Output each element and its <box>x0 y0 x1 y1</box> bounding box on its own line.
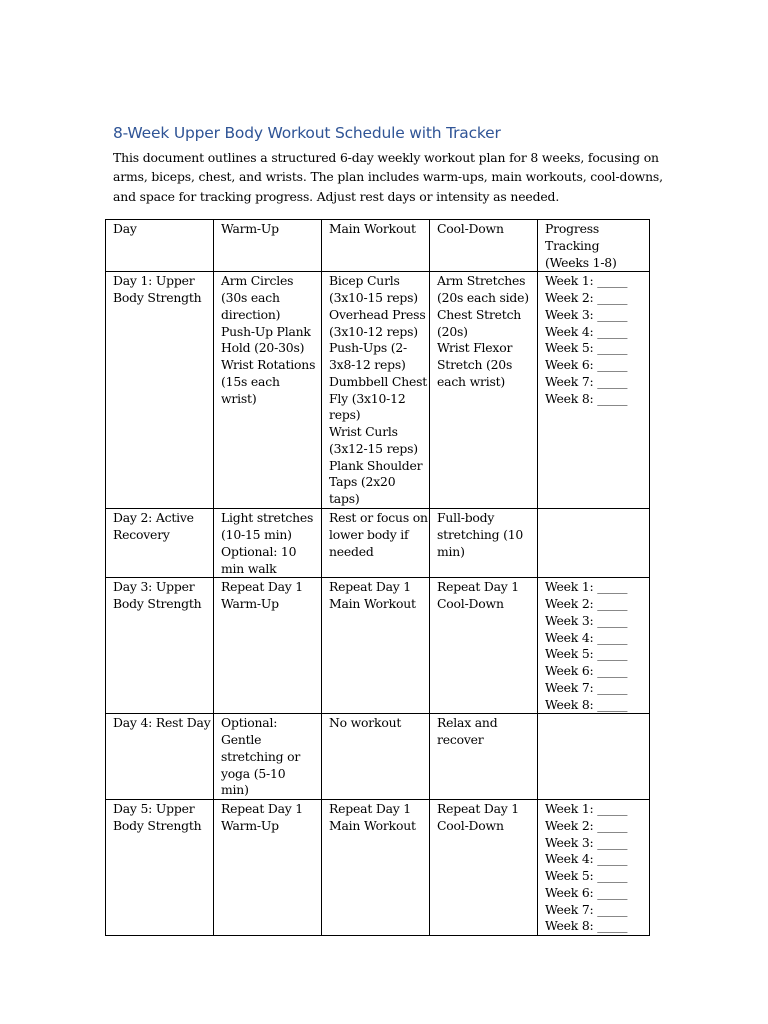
intro-line: and space for tracking progress. Adjust rest days or intensity as needed. <box>113 188 560 204</box>
header-cell-day <box>106 220 214 272</box>
header-cell-progress <box>538 220 650 272</box>
cell-day <box>106 272 214 509</box>
cell-text-line: Repeat Day 1 <box>329 801 411 816</box>
cell-text-line: Main Workout <box>329 596 416 611</box>
cell-text-line: Day 2: Active <box>113 510 194 526</box>
table-row <box>106 578 650 714</box>
header-cell-main <box>322 220 430 272</box>
cell-text-line: Week 4: _____ <box>545 629 628 645</box>
cell-progress <box>538 272 650 509</box>
cell-cooldown <box>430 272 538 509</box>
cell-text-line: Overhead Press <box>329 306 426 322</box>
cell-text-line: Warm-Up <box>221 221 279 236</box>
cell-text-line: Optional: 10 <box>221 543 297 559</box>
cell-text-line: Repeat Day 1 <box>329 579 411 595</box>
cell-text-line: Week 2: _____ <box>545 290 628 305</box>
cell-text-line: lower body if <box>329 527 409 542</box>
cell-text-line: Wrist Flexor <box>437 340 513 356</box>
cell-text-line: Hold (20-30s) <box>221 340 305 356</box>
cell-text-line: Body Strength <box>113 596 202 611</box>
cell-text-line: Week 5: _____ <box>545 340 628 356</box>
cell-text-line: reps) <box>329 407 361 423</box>
cell-text-line: yoga (5-10 <box>221 765 286 781</box>
cell-text-line: Cool-Down <box>437 221 504 236</box>
cell-warmup <box>214 272 322 509</box>
cell-text-line: Body Strength <box>113 290 202 305</box>
cell-cooldown <box>430 800 538 936</box>
cell-text-line: Week 6: _____ <box>545 357 628 372</box>
cell-text-line: Week 7: _____ <box>545 679 628 695</box>
cell-text-line: stretching or <box>221 748 301 764</box>
cell-main <box>322 509 430 578</box>
cell-warmup <box>214 578 322 714</box>
cell-main <box>322 272 430 509</box>
header-cell-warmup <box>214 220 322 272</box>
cell-text-line: min) <box>437 543 465 559</box>
cell-text-line: Stretch (20s <box>437 357 513 372</box>
cell-text-line: recover <box>437 732 484 747</box>
cell-text-line: Week 1: _____ <box>545 801 628 816</box>
cell-cooldown <box>430 714 538 800</box>
intro-line: This document outlines a structured 6-day weekly workout plan for 8 weeks, focusing on <box>113 150 659 165</box>
cell-text-line: Week 4: _____ <box>545 851 628 867</box>
cell-text-line: Repeat Day 1 <box>437 579 519 595</box>
cell-text-line: Week 8: _____ <box>545 918 628 934</box>
cell-warmup <box>214 714 322 800</box>
cell-main <box>322 714 430 800</box>
cell-cooldown <box>430 509 538 578</box>
cell-text-line: direction) <box>221 306 281 322</box>
cell-text-line: (10-15 min) <box>221 527 292 542</box>
table-row <box>106 272 650 509</box>
cell-text-line: Light stretches <box>221 510 314 526</box>
cell-text-line: Rest or focus on <box>329 510 428 526</box>
cell-text-line: Week 7: _____ <box>545 901 628 917</box>
cell-text-line: Taps (2x20 <box>329 474 396 490</box>
cell-text-line: Week 2: _____ <box>545 596 628 611</box>
cell-text-line: Warm-Up <box>221 817 279 833</box>
cell-main <box>322 800 430 936</box>
cell-text-line: Fly (3x10-12 <box>329 390 406 406</box>
cell-text-line: min walk <box>221 560 277 576</box>
cell-text-line: wrist) <box>221 390 257 406</box>
cell-text-line: Week 6: _____ <box>545 663 628 678</box>
cell-text-line: Main Workout <box>329 221 416 236</box>
cell-day <box>106 509 214 578</box>
cell-text-line: (3x10-15 reps) <box>329 290 418 305</box>
cell-text-line: Arm Stretches <box>437 273 526 289</box>
cell-text-line: Progress <box>545 221 600 236</box>
table-row <box>106 509 650 578</box>
cell-text-line: Full-body <box>437 510 495 526</box>
cell-text-line: (20s each side) <box>437 290 529 305</box>
table-row <box>106 714 650 800</box>
cell-text-line: Push-Up Plank <box>221 323 311 339</box>
cell-text-line: taps) <box>329 491 360 506</box>
cell-warmup <box>214 800 322 936</box>
cell-text-line: Repeat Day 1 <box>221 801 303 816</box>
table-row <box>106 800 650 936</box>
cell-text-line: Bicep Curls <box>329 273 400 289</box>
cell-text-line: (3x10-12 reps) <box>329 323 418 339</box>
cell-text-line: Day <box>113 221 137 236</box>
intro-line: arms, biceps, chest, and wrists. The plan includes warm-ups, main workouts, cool-downs, <box>113 169 663 185</box>
cell-text-line: Plank Shoulder <box>329 457 423 473</box>
cell-text-line: Day 5: Upper <box>113 801 195 816</box>
cell-text-line: Chest Stretch <box>437 306 522 322</box>
cell-main <box>322 578 430 714</box>
cell-day <box>106 578 214 714</box>
cell-text-line: Day 1: Upper <box>113 273 195 289</box>
cell-text-line: Week 5: _____ <box>545 868 628 883</box>
cell-day <box>106 714 214 800</box>
cell-text-line: Relax and <box>437 715 498 731</box>
cell-text-line: Main Workout <box>329 817 416 833</box>
cell-text-line: Week 7: _____ <box>545 373 628 389</box>
cell-text-line: Repeat Day 1 <box>437 801 519 816</box>
workout-schedule-table <box>105 219 650 936</box>
cell-progress <box>538 800 650 936</box>
cell-text-line: 3x8-12 reps) <box>329 357 406 372</box>
cell-text-line: Repeat Day 1 <box>221 579 303 595</box>
cell-warmup <box>214 509 322 578</box>
table-header-row <box>106 220 650 272</box>
cell-text-line: (20s) <box>437 323 468 339</box>
document-title: 8-Week Upper Body Workout Schedule with Tracker <box>113 124 501 142</box>
cell-text-line: min) <box>221 782 249 798</box>
cell-text-line: Push-Ups (2- <box>329 340 408 356</box>
intro-paragraph <box>113 148 663 206</box>
cell-cooldown <box>430 578 538 714</box>
cell-text-line: Arm Circles <box>221 273 294 289</box>
cell-text-line: Optional: <box>221 715 278 731</box>
cell-text-line: Week 1: _____ <box>545 273 628 289</box>
cell-text-line: (3x12-15 reps) <box>329 440 418 456</box>
cell-text-line: Body Strength <box>113 817 202 833</box>
cell-text-line: (Weeks 1-8) <box>545 254 617 270</box>
cell-text-line: Wrist Curls <box>329 424 398 439</box>
cell-text-line: Cool-Down <box>437 817 504 833</box>
cell-text-line: Day 3: Upper <box>113 579 195 595</box>
cell-text-line: Week 8: _____ <box>545 390 628 406</box>
cell-text-line: each wrist) <box>437 373 506 389</box>
cell-text-line: Day 4: Rest Day <box>113 715 211 731</box>
cell-text-line: Week 3: _____ <box>545 612 628 628</box>
cell-text-line: Week 2: _____ <box>545 817 628 833</box>
cell-text-line: Week 8: _____ <box>545 696 628 712</box>
cell-text-line: Week 5: _____ <box>545 646 628 662</box>
cell-text-line: No workout <box>329 715 402 731</box>
cell-progress <box>538 509 650 578</box>
cell-text-line: Dumbbell Chest <box>329 373 428 389</box>
cell-text-line: Tracking <box>545 237 600 253</box>
cell-text-line: needed <box>329 543 374 559</box>
cell-progress <box>538 714 650 800</box>
cell-text-line: Cool-Down <box>437 596 504 611</box>
cell-text-line: Week 6: _____ <box>545 884 628 900</box>
cell-text-line: (15s each <box>221 373 280 389</box>
cell-text-line: (30s each <box>221 290 280 305</box>
cell-text-line: Week 3: _____ <box>545 834 628 850</box>
cell-text-line: Gentle <box>221 732 262 747</box>
cell-text-line: Week 3: _____ <box>545 306 628 322</box>
cell-text-line: Week 1: _____ <box>545 579 628 595</box>
cell-progress <box>538 578 650 714</box>
cell-text-line: Warm-Up <box>221 596 279 611</box>
cell-text-line: stretching (10 <box>437 527 524 542</box>
cell-day <box>106 800 214 936</box>
cell-text-line: Week 4: _____ <box>545 323 628 339</box>
header-cell-cooldown <box>430 220 538 272</box>
cell-text-line: Recovery <box>113 527 170 542</box>
cell-text-line: Wrist Rotations <box>221 357 316 372</box>
